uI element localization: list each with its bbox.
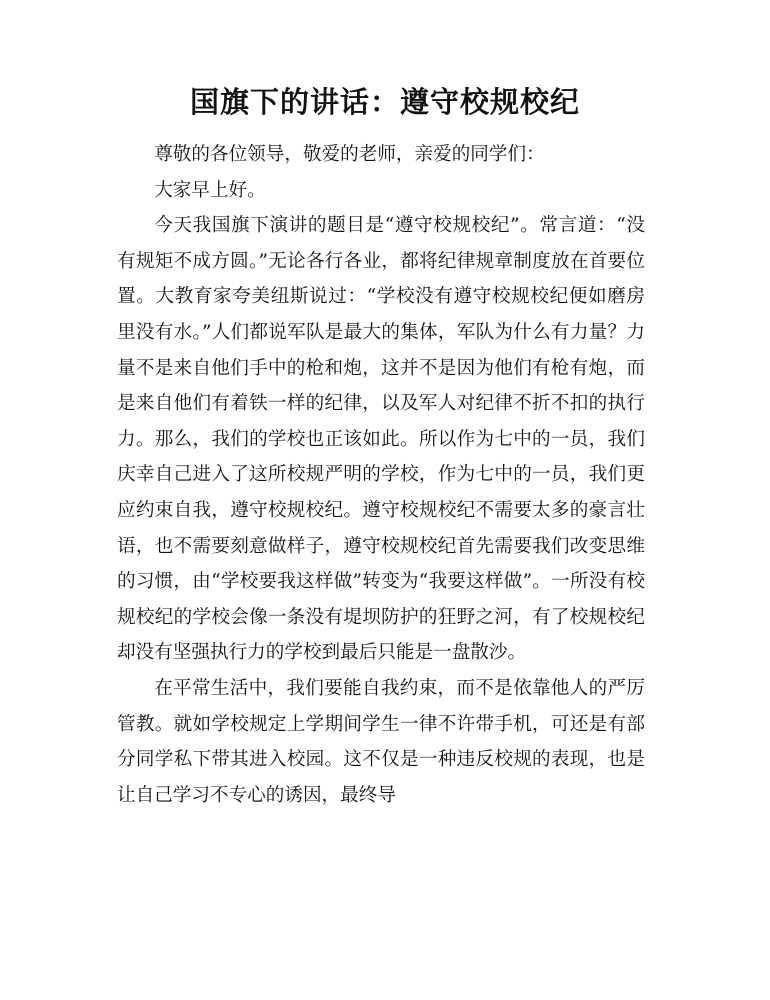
document-body — [117, 137, 645, 813]
paragraph-greeting: 大家早上好。 — [154, 179, 266, 201]
document-title: 国旗下的讲话：遵守校规校纪 — [189, 85, 580, 119]
paragraph-salutation: 尊敬的各位领导，敬爱的老师，亲爱的同学们： — [154, 144, 545, 165]
paragraph-main: 今天我国旗下演讲的题目是“遵守校规校纪”。常言道：“没有规矩不成方圆。”无论各行各业，都将纪律规章制度放在首要位置。大教育家夸美纽斯说过：“学校没有遵守校规校纪便如磨房里没有水。”人们都说军队是最大的集体，军队为什么有力量？力量不是来自他们手中的枪和炮，这并不是因为他们有枪有炮，而是来自他们有着铁一样的纪律，以及军人对纪律不折不扣的执行力。那么，我们的学校也正该如此。所以作为七中的一员，我们庆幸自己进入了这所校规严明的学校，作为七中的一员，我们更应约束自我，遵守校规校纪。遵守校规校纪不需要太多的豪言壮语，也不需要刻意做样子，遵守校规校纪首先需要我们改变思维的习惯，由“学校要我这样做”转变为“我要这样做”。一所没有校规校纪的学校会像一条没有堤坝防护的狂野之河，有了校规校纪却没有坚强执行力的学校到最后只能是一盘散沙。 — [117, 215, 645, 664]
paragraph-daily-life: 在平常生活中，我们要能自我约束，而不是依靠他人的严厉管教。就如学校规定上学期间学生一律不许带手机，可还是有部分同学私下带其进入校园。这不仅是一种违反校规的表现，也是让自己学习不专心的诱因，最终导 — [117, 677, 645, 806]
